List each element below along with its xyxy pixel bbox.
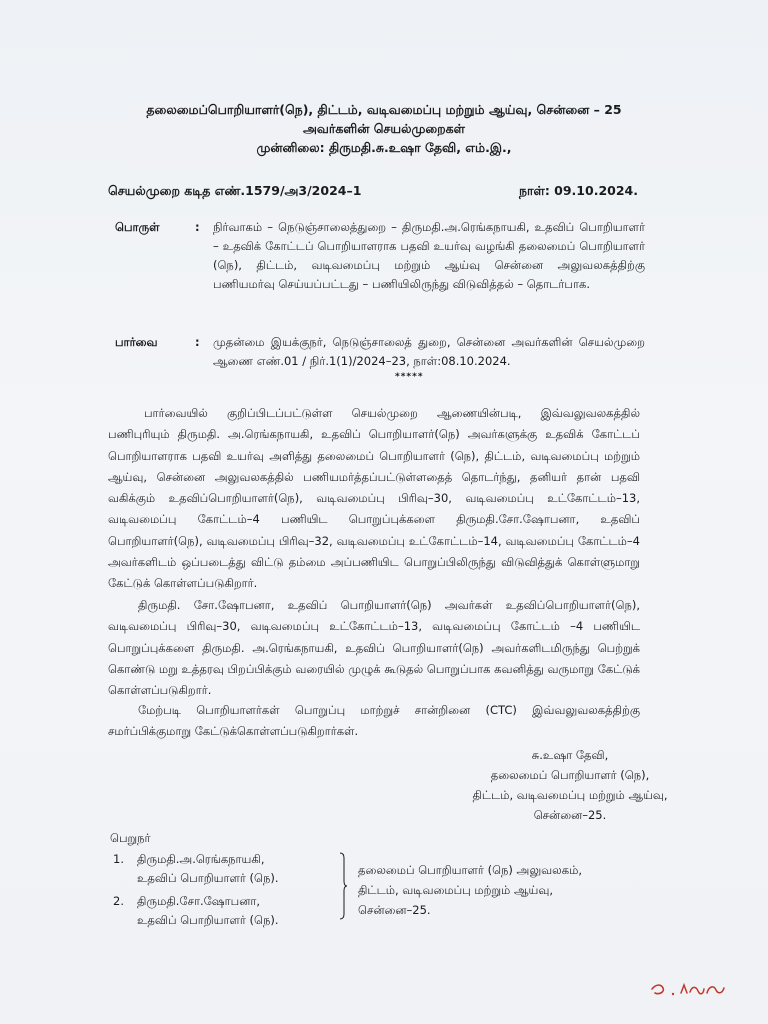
recipient-role: உதவிப் பொறியாளர் (நெ). <box>137 871 279 885</box>
recipient-number: 1. <box>113 852 124 866</box>
address-line-2: திட்டம், வடிவமைப்பு மற்றும் ஆய்வு, <box>358 883 554 897</box>
presiding-officer: முன்னிலை: திருமதி.சு.உஷா தேவி, எம்.இ., <box>256 140 512 155</box>
subject-colon: : <box>195 220 200 234</box>
recipient-name: திருமதி.சோ.ஷோபனா, <box>137 894 261 908</box>
body-paragraph-2: திருமதி. சோ.ஷோபனா, உதவிப் பொறியாளர்(நெ) அவர்கள் உதவிப்பொறியாளர்(நெ), வடிவமைப்பு பிரிவு–30, வடிவமைப்பு உட்கோட்டம்–13, வடிவமைப்பு கோட்டம் –4 பணியிட பொறுப்புக்களை திருமதி. அ.ரெங்கநாயகி, உதவிப் பொறியாளர்(நெ) அவர்களிடமிருந்து பெற்றுக் கொண்டு மறு உத்தரவு பிறப்பிக்கும் வரையில் முழுக் கூடுதல் பொறுப்பாக கவனித்து வருமாறு கேட்டுக் கொள்ளப்படுகிறார். <box>108 598 640 698</box>
reference-line <box>108 183 638 200</box>
letterhead <box>0 100 768 157</box>
letter-date: நாள்: 09.10.2024. <box>518 183 638 198</box>
list-item <box>113 850 279 888</box>
reference-text: முதன்மை இயக்குநர், நெடுஞ்சாலைத் துறை, சென்னை அவர்களின் செயல்முறை ஆணை எண்.01 / நிர்.1(1)/2024–23, நாள்:08.10.2024. <box>213 335 645 368</box>
signatory-city: சென்னை–25. <box>533 808 607 822</box>
address-line-1: தலைமைப் பொறியாளர் (நெ) அலுவலகம், <box>358 863 582 877</box>
list-item <box>113 892 279 930</box>
handwritten-initials <box>646 975 736 1001</box>
office-title: தலைமைப்பொறியாளர்(நெ), திட்டம், வடிவமைப்பு மற்றும் ஆய்வு, சென்னை – 25 <box>146 102 622 117</box>
signatory-designation: தலைமைப் பொறியாளர் (நெ), <box>490 768 650 782</box>
body-paragraph-3: மேற்படி பொறியாளர்கள் பொறுப்பு மாற்றுச் சான்றினை (CTC) இவ்வலுவலகத்திற்கு சமர்ப்பிக்குமாறு கேட்டுக்கொள்ளப்படுகிறார்கள். <box>108 703 640 739</box>
address-line-3: சென்னை–25. <box>358 903 431 917</box>
proceedings-title: அவர்களின் செயல்முறைகள் <box>303 121 465 136</box>
reference-label: பார்வை <box>115 335 158 349</box>
subject-text: நிர்வாகம் – நெடுஞ்சாலைத்துறை – திருமதி.அ.ரெங்கநாயகி, உதவிப் பொறியாளர் – உதவிக் கோட்டப் பொறியாளராக பதவி உயர்வு வழங்கி தலைமைப் பொறியாளர் (நெ), திட்டம், வடிவமைப்பு மற்றும் ஆய்வு சென்னை அலுவலகத்திற்கு பணியமர்வு செய்யப்பட்டது – பணியிலிருந்து விடுவித்தல் – தொடர்பாக. <box>213 220 645 291</box>
signature-block <box>470 745 670 825</box>
recipients-list <box>113 850 279 934</box>
signatory-department: திட்டம், வடிவமைப்பு மற்றும் ஆய்வு, <box>472 788 668 802</box>
reference-block <box>115 333 645 371</box>
reference-number: செயல்முறை கடித எண்.1579/அ3/2024–1 <box>108 183 362 198</box>
address-brace <box>338 852 348 920</box>
subject-label: பொருள் <box>115 220 160 234</box>
recipient-role: உதவிப் பொறியாளர் (நெ). <box>137 913 279 927</box>
recipient-number: 2. <box>113 894 124 908</box>
subject-block <box>115 218 645 294</box>
reference-colon: : <box>195 335 200 349</box>
recipients-title: பெறுநர் <box>110 831 151 845</box>
office-address <box>358 860 582 920</box>
body-paragraph-1: பார்வையில் குறிப்பிடப்பட்டுள்ள செயல்முறை ஆணையின்படி, இவ்வலுவலகத்தில் பணிபுரியும் திருமதி. அ.ரெங்கநாயகி, உதவிப் பொறியாளர்(நெ) அவர்களுக்கு உதவிக் கோட்டப் பொறியாளராக பதவி உயர்வு அளித்து தலைமைப் பொறியாளர் (நெ), திட்டம், வடிவமைப்பு மற்றும் ஆய்வு, சென்னை அலுவலகத்தில் பணியமர்த்தப்பட்டுள்ளதைத் தொடர்ந்து, தனியர் தான் பதவி வகிக்கும் உதவிப்பொறியாளர்(நெ), வடிவமைப்பு பிரிவு–30, வடிவமைப்பு உட்கோட்டம்–13, வடிவமைப்பு கோட்டம்–4 பணியிட பொறுப்புக்களை திருமதி.சோ.ஷோபனா, உதவிப் பொறியாளர்(நெ), வடிவமைப்பு பிரிவு–32, வடிவமைப்பு உட்கோட்டம்–14, வடிவமைப்பு கோட்டம்–4 அவர்களிடம் ஒப்படைத்து விட்டு தம்மை அப்பணியிட பொறுப்பிலிருந்து விடுவித்துக் கொள்ளுமாறு கேட்டுக் கொள்ளப்படுகிறார். <box>108 406 640 591</box>
recipient-name: திருமதி.அ.ரெங்கநாயகி, <box>137 852 265 866</box>
signatory-name: சு.உஷா தேவி, <box>531 748 609 762</box>
separator-stars: ***** <box>395 372 424 382</box>
